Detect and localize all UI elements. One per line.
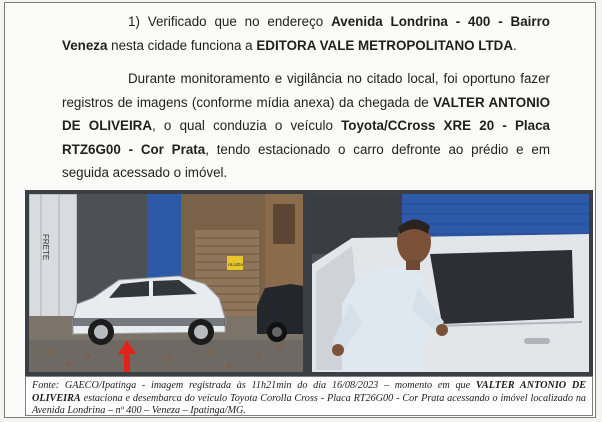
svg-text:ALUGA: ALUGA bbox=[228, 262, 244, 267]
photo-car-parked-image bbox=[29, 194, 303, 372]
paragraph-1: 1) Verificado que no endereço Avenida Londrina - 400 - Bairro Veneza nesta cidade funciona a EDITORA VALE METROPOLITANO LTDA. bbox=[62, 14, 550, 53]
photo-person-exiting bbox=[312, 194, 589, 372]
paragraph-2: Durante monitoramento e vigilância no citado local, foi oportuno fazer registros de imagens (conforme mídia anexa) da chegada de VALTER ANTONIO DE OLIVEIRA, o qual conduzia o veículo Toyota/CCross XRE 20 - Placa RTZ6G00 - Cor Prata, tendo estacionado o carro defronte ao prédio e em seguida acessado o imóvel. bbox=[62, 71, 551, 180]
vehicle-description: Toyota/CCross XRE 20 - Placa RTZ6G00 - Cor Prata bbox=[62, 118, 550, 157]
item-number: 1) bbox=[128, 14, 140, 29]
photo-car-parked bbox=[29, 194, 303, 372]
surveillance-photos bbox=[25, 190, 593, 376]
person-name: VALTER ANTONIO DE OLIVEIRA bbox=[62, 94, 550, 133]
truck-body bbox=[29, 194, 77, 322]
company-name: EDITORA VALE METROPOLITANO LTDA bbox=[256, 37, 513, 53]
document-body bbox=[62, 10, 550, 185]
address-text: Avenida Londrina - 400 - Bairro Veneza bbox=[62, 14, 550, 53]
caption-person-name: VALTER ANTONIO DE OLIVEIRA bbox=[32, 380, 587, 404]
truck-text: FRETE bbox=[41, 234, 50, 261]
photo-caption: Fonte: GAECO/Ipatinga - imagem registrada às 11h21min do dia 16/08/2023 – momento em que VALTER ANTONIO DE OLIVEIRA estaciona e desembarca do veículo Toyota Corolla Cross - Placa RT26G00 - Cor Prata acessando o imóvel localizado na Avenida Londrina – nº 400 – Veneza – Ipatinga/MG. bbox=[25, 376, 593, 416]
photo-person-exiting-image bbox=[312, 194, 589, 372]
